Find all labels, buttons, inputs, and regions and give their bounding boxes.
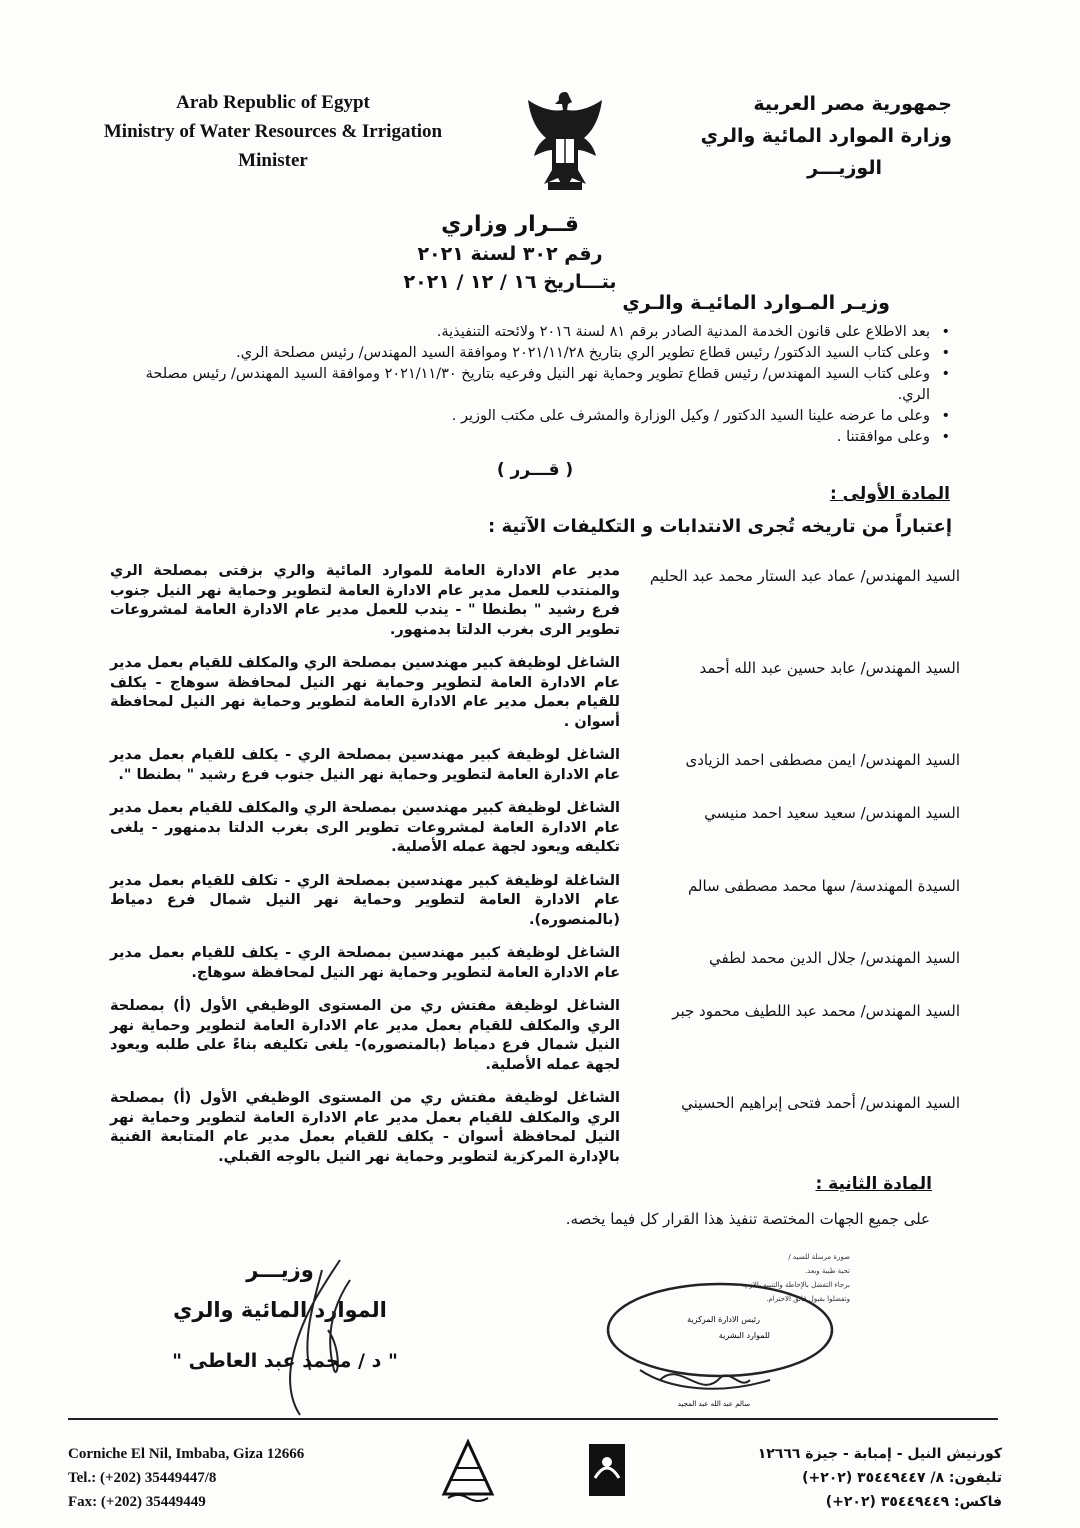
assignment-row	[110, 654, 960, 732]
decree-title: قــرار وزاري	[441, 212, 579, 237]
footer-english	[68, 1442, 304, 1514]
assignment-desc: الشاغل لوظيفة كبير مهندسين بمصلحة الري والمكلف للقيام بعمل مدير عام الادارة العامة لمشروعات تطوير الرى بغرب الدلتا بدمنهور - يلغى تكليفه ويعود لجهة عمله الأصلية.	[110, 800, 620, 855]
preamble-item: • وعلى موافقتنا .	[122, 427, 952, 448]
footer-en-address: Corniche El Nil, Imbaba, Giza 12666	[68, 1446, 305, 1462]
copy-note-line: وتفضلوا بقبول فائق الاحترام.	[766, 1295, 850, 1303]
handwritten-signature-icon	[230, 1250, 390, 1420]
article-2-text: على جميع الجهات المختصة تنفيذ هذا القرار كل فيما يخصه.	[565, 1210, 930, 1228]
assignment-name: السيد المهندس/ جلال الدين محمد لطفي	[708, 949, 960, 967]
assignment-desc: الشاغل لوظيفة كبير مهندسين بمصلحة الري - يكلف للقيام بعمل مدير عام الادارة العامة لتطوير وحماية نهر النيل جنوب فرع رشيد " بطنطا ".	[110, 747, 620, 783]
minister-line: وزيـر المـوارد المائيـة والـري	[622, 292, 890, 314]
signature-title-line: وزيـــر	[246, 1258, 314, 1282]
stamp-text-2: للموارد البشرية	[718, 1331, 770, 1340]
footer-divider	[68, 1418, 998, 1420]
assignment-row	[110, 562, 960, 640]
assignment-name: السيد المهندس/ ايمن مصطفى احمد الزيادى	[685, 751, 960, 769]
header-ar-minister: الوزيـــر	[807, 157, 882, 179]
assignment-name: السيدة المهندسة/ سها محمد مصطفى سالم	[687, 876, 960, 895]
article-1-title: المادة الأولى :	[829, 484, 950, 504]
eagle-emblem-icon	[522, 86, 608, 196]
signature-title-line: الموارد المائية والري	[173, 1298, 387, 1322]
header-en-country: Arab Republic of Egypt	[176, 92, 370, 113]
ministry-logo-icon	[585, 1438, 629, 1502]
assignment-name: السيد المهندس/ سعيد سعيد احمد منيسي	[704, 804, 960, 822]
decided-heading: ( قـــرر )	[496, 460, 574, 480]
copy-note-line: برجاء التفضل بالإحاطة والتنبيه بالازم.	[742, 1281, 850, 1289]
article-2-title: المادة الثانية :	[815, 1174, 932, 1194]
assignment-desc: الشاغل لوظيفة مفتش ري من المستوى الوظيفي الأول (أ) بمصلحة الري والمكلف للقيام بعمل مدير عام الادارة العامة لتطوير وحماية نهر النيل لمحافظة أسوان - يكلف للقيام بعمل مدير عام المتابعة الفنية بالإدارة المركزية لتطوير وحماية نهر النيل بالوجه القبلي.	[110, 1090, 620, 1165]
footer-en-tel: Tel.: (+202) 35449447/8	[68, 1470, 217, 1486]
footer-ar-fax: فاكس: ٣٥٤٤٩٤٤٩ (٢٠٢+)	[825, 1494, 1002, 1510]
assignment-desc: الشاغلة لوظيفة كبير مهندسين بمصلحة الري - تكلف للقيام بعمل مدير عام الادارة العامة لتطوير وحماية نهر النيل شمال فرع دمياط (بالمنصوره).	[110, 872, 620, 928]
pyramid-logo-icon	[440, 1438, 496, 1502]
copy-note-line: تحية طيبة وبعد.	[805, 1267, 850, 1275]
stamp-text-1: رئيس الادارة المركزية	[687, 1315, 760, 1324]
footer-arabic	[758, 1442, 1002, 1514]
signature-name: " د / محمد عبد العاطى "	[172, 1350, 398, 1372]
header-en-ministry: Ministry of Water Resources & Irrigation	[103, 121, 443, 142]
assignment-desc: الشاغل لوظيفة مفتش ري من المستوى الوظيفي الأول (أ) بمصلحة الري والمكلف للقيام بعمل مدير عام الادارة العامة لتطوير وحماية نهر النيل شمال فرع دمياط (بالمنصوره)- يلغى تكليفه بناءً على طلبه ويعود لجهة عمله الأصلية.	[110, 998, 620, 1073]
assignment-desc: الشاغل لوظيفة كبير مهندسين بمصلحة الري والمكلف للقيام بعمل مدير عام الادارة العامة لتطوير وحماية نهر النيل لمحافظة سوهاج - يكلف للقيام بعمل مدير عام الادارة العامة لتطوير وحماية نهر النيل لمحافظة أسوان .	[110, 655, 620, 730]
assignment-row	[110, 1089, 960, 1167]
preamble-item: • وعلى كتاب السيد الدكتور/ رئيس قطاع تطوير الري بتاريخ ٢٠٢١/١١/٢٨ وموافقة السيد المهندس/ رئيس مصلحة الري.	[122, 343, 952, 364]
assignment-name: السيد المهندس/ محمد عبد اللطيف محمود جبر	[672, 1002, 960, 1020]
header-english	[88, 88, 458, 175]
hr-stamp	[600, 1260, 860, 1410]
header-ar-country: جمهورية مصر العربية	[753, 93, 952, 115]
decree-date: بتـــاريخ ١٦ / ١٢ / ٢٠٢١	[403, 271, 617, 293]
assignment-row	[110, 944, 960, 983]
assignment-row	[110, 997, 960, 1075]
assignment-name: السيد المهندس/ عماد عبد الستار محمد عبد الحليم	[649, 567, 960, 585]
footer-en-fax: Fax: (+202) 35449449	[68, 1494, 206, 1510]
decree-number: رقم ٣٠٢ لسنة ٢٠٢١	[417, 243, 603, 265]
assignment-desc: الشاغل لوظيفة كبير مهندسين بمصلحة الري - يكلف للقيام بعمل مدير عام الادارة العامة لتطوير وحماية نهر النيل لمحافظة سوهاج.	[110, 945, 620, 981]
assignment-name: السيد المهندس/ عابد حسين عبد الله أحمد	[699, 659, 960, 677]
footer-ar-address: كورنيش النيل - إمبابة - جيزة ١٢٦٦٦	[757, 1446, 1002, 1462]
assignment-row	[110, 746, 960, 785]
header-en-minister: Minister	[238, 150, 308, 171]
preamble-item: • وعلى كتاب السيد المهندس/ رئيس قطاع تطوير وحماية نهر النيل وفرعيه بتاريخ ٢٠٢١/١١/٣٠ وموافقة السيد المهندس/ رئيس مصلحة الري.	[122, 364, 952, 406]
preamble-item: • بعد الاطلاع على قانون الخدمة المدنية الصادر برقم ٨١ لسنة ٢٠١٦ ولائحته التنفيذية.	[122, 322, 952, 343]
assignment-desc: مدير عام الادارة العامة للموارد المائية والري بزفتى بمصلحة الري والمنتدب للعمل مدير عام الادارة العامة لتطوير وحماية نهر النيل جنوب فرع رشيد " بطنطا " - يندب للعمل مدير عام الادارة العامة لمشروعات تطوير الرى بغرب الدلتا بدمنهور.	[110, 563, 620, 638]
copy-note-line: صورة مرسلة للسيد /	[788, 1253, 850, 1261]
assignments-list	[110, 562, 960, 1181]
stamp-text-3: سالم عبد الله عبد المجيد	[677, 1400, 750, 1408]
decree-heading	[340, 210, 680, 296]
header-arabic	[692, 88, 952, 184]
preamble-list	[122, 322, 952, 448]
assignment-name: السيد المهندس/ أحمد فتحى إبراهيم الحسيني	[681, 1094, 960, 1112]
header-ar-ministry: وزارة الموارد المائية والري	[700, 125, 952, 147]
preamble-item: • وعلى ما عرضه علينا السيد الدكتور / وكيل الوزارة والمشرف على مكتب الوزير .	[122, 406, 952, 427]
assignment-row	[110, 799, 960, 858]
article-1-text: إعتباراً من تاريخه تُجرى الانتدابات و التكليفات الآتية :	[488, 516, 952, 537]
footer-ar-tel: تليفون: ٨/ ٣٥٤٤٩٤٤٧ (٢٠٢+)	[802, 1470, 1002, 1486]
assignment-row	[110, 872, 960, 931]
